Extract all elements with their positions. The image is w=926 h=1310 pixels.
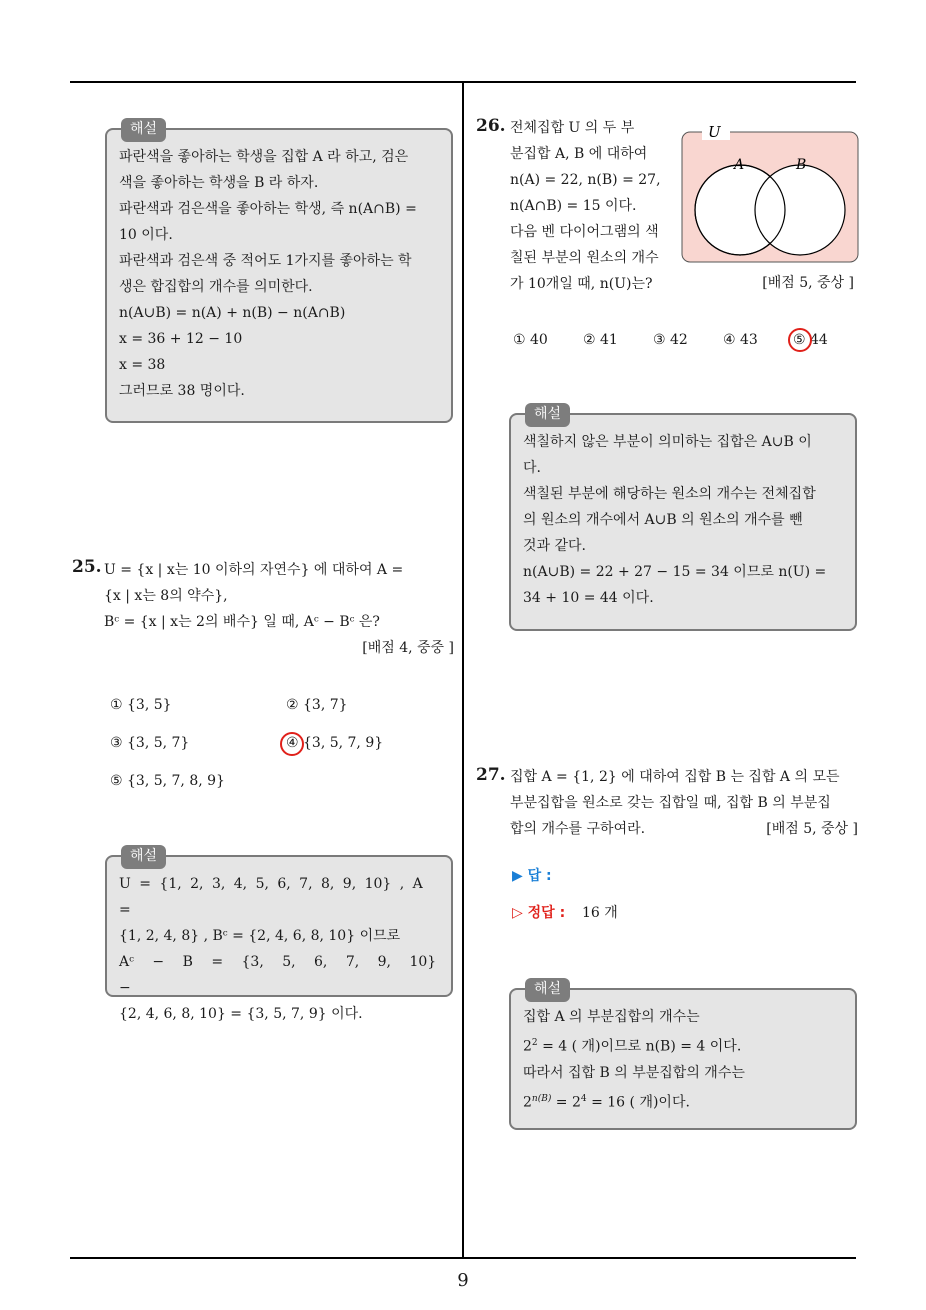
venn-set-b-label: B: [796, 157, 807, 173]
choice-3[interactable]: ③ 42: [653, 332, 688, 348]
solution-box-26: [509, 406, 857, 631]
solution-text: = 16 ( 개)이다.: [586, 1094, 690, 1111]
choice-5[interactable]: ⑤ 44: [793, 332, 828, 348]
solution-line: 의 원소의 개수에서 A∪B 의 원소의 개수를 뺀: [523, 512, 803, 528]
solution-box-25: [105, 848, 453, 1022]
question-score: [배점 4, 중중 ]: [362, 640, 454, 656]
question-line: n(A) = 22, n(B) = 27,: [510, 172, 661, 188]
solution-line: n(A∪B) = 22 + 27 − 15 = 34 이므로 n(U) =: [523, 564, 827, 580]
correct-answer-label: ▷ 정답 :: [512, 905, 566, 921]
choice-2[interactable]: ② {3, 7}: [286, 697, 348, 713]
power-exponent: n(B): [531, 1093, 552, 1104]
solution-line: x = 36 + 12 − 10: [119, 331, 243, 347]
solution-line: 34 + 10 = 44 이다.: [523, 590, 654, 606]
question-line: {x | x는 8의 약수},: [104, 588, 228, 604]
venn-set-a-label: A: [734, 157, 745, 173]
choice-2[interactable]: ② 41: [583, 332, 618, 348]
solution-line: 색을 좋아하는 학생을 B 라 하자.: [119, 175, 319, 191]
power-exponent: 4: [580, 1093, 587, 1104]
solution-tag: 해설: [121, 845, 166, 869]
question-score: [배점 5, 중상 ]: [766, 821, 858, 837]
solution-line: 다.: [523, 460, 541, 476]
question-line: 부분집합을 원소로 갖는 집합일 때, 집합 B 의 부분집: [510, 795, 831, 811]
solution-line: 파란색과 검은색을 좋아하는 학생, 즉 n(A∩B) =: [119, 201, 417, 217]
solution-line: 색칠된 부분에 해당하는 원소의 개수는 전체집합: [523, 486, 816, 502]
solution-text: = 2: [551, 1094, 581, 1111]
solution-line: 집합 A 의 부분집합의 개수는: [523, 1009, 700, 1025]
bottom-rule: [70, 1257, 856, 1259]
question-number-26: 26.: [476, 116, 506, 136]
venn-diagram: [676, 122, 866, 267]
solution-line: x = 38: [119, 357, 166, 373]
solution-line: 색칠하지 않은 부분이 의미하는 집합은 A∪B 이: [523, 434, 812, 450]
solution-box-24: [105, 121, 453, 423]
column-divider: [462, 83, 464, 1258]
power-base: 2: [523, 1038, 532, 1055]
solution-line: [523, 1086, 843, 1116]
solution-line: 따라서 집합 B 의 부분집합의 개수는: [523, 1064, 745, 1081]
solution-line: U = {1, 2, 3, 4, 5, 6, 7, 8, 9, 10} , A =: [119, 876, 423, 918]
solution-line: 것과 같다.: [523, 538, 586, 554]
question-line: n(A∩B) = 15 이다.: [510, 198, 637, 214]
question-line: 가 10개일 때, n(U)는?: [510, 276, 653, 292]
venn-set-b: [755, 165, 845, 255]
solution-line: 생은 합집합의 개수를 의미한다.: [119, 279, 313, 295]
answer-label: ▶ 답 :: [512, 868, 552, 884]
question-number-25: 25.: [72, 557, 102, 577]
solution-tag: 해설: [525, 978, 570, 1002]
solution-line: 파란색과 검은색 중 적어도 1가지를 좋아하는 학: [119, 253, 412, 269]
power-exponent: 2: [531, 1038, 538, 1048]
solution-text: = 4 ( 개)이므로 n(B) = 4 이다.: [537, 1038, 742, 1055]
solution-line: 그러므로 38 명이다.: [119, 383, 245, 399]
question-score: [배점 5, 중상 ]: [762, 275, 854, 291]
selected-answer-circle: [280, 732, 304, 756]
venn-universe-label: U: [708, 123, 721, 141]
question-line: U = {x | x는 10 이하의 자연수} 에 대하여 A =: [104, 562, 404, 578]
choice-1[interactable]: ① 40: [513, 332, 548, 348]
choice-5[interactable]: ⑤ {3, 5, 7, 8, 9}: [110, 773, 225, 789]
solution-tag: 해설: [121, 118, 166, 142]
choice-4[interactable]: ④ {3, 5, 7, 9}: [286, 735, 384, 751]
question-number-27: 27.: [476, 765, 506, 785]
question-line: Bᶜ = {x | x는 2의 배수} 일 때, Aᶜ − Bᶜ 은?: [104, 614, 380, 630]
question-line: 집합 A = {1, 2} 에 대하여 집합 B 는 집합 A 의 모든: [510, 769, 840, 785]
question-line: 칠된 부분의 원소의 개수: [510, 250, 659, 266]
question-line: 전체집합 U 의 두 부: [510, 120, 635, 136]
solution-line: Aᶜ − B = {3, 5, 6, 7, 9, 10} −: [119, 954, 437, 996]
solution-line: {2, 4, 6, 8, 10} = {3, 5, 7, 9} 이다.: [119, 1006, 363, 1022]
solution-box-27: [509, 981, 857, 1130]
solution-line: {1, 2, 4, 8} , Bᶜ = {2, 4, 6, 8, 10} 이므로: [119, 928, 401, 944]
solution-line: 파란색을 좋아하는 학생을 집합 A 라 하고, 검은: [119, 149, 409, 165]
solution-tag: 해설: [525, 403, 570, 427]
choice-1[interactable]: ① {3, 5}: [110, 697, 172, 713]
page-number: 9: [457, 1270, 469, 1291]
question-line: 다음 벤 다이어그램의 색: [510, 224, 659, 240]
correct-answer-value: 16 개: [582, 905, 618, 921]
power-base: 2: [523, 1094, 532, 1111]
question-text-27: [510, 764, 858, 816]
solution-line: [523, 1030, 843, 1060]
question-text-25: [104, 557, 454, 661]
question-line: 분집합 A, B 에 대하여: [510, 146, 648, 162]
question-text-26: [510, 115, 670, 297]
question-line: 합의 개수를 구하여라.: [510, 821, 646, 837]
choice-4[interactable]: ④ 43: [723, 332, 758, 348]
choice-3[interactable]: ③ {3, 5, 7}: [110, 735, 190, 751]
solution-line: n(A∪B) = n(A) + n(B) − n(A∩B): [119, 305, 346, 321]
selected-answer-circle: [788, 328, 812, 352]
solution-line: 10 이다.: [119, 227, 173, 243]
